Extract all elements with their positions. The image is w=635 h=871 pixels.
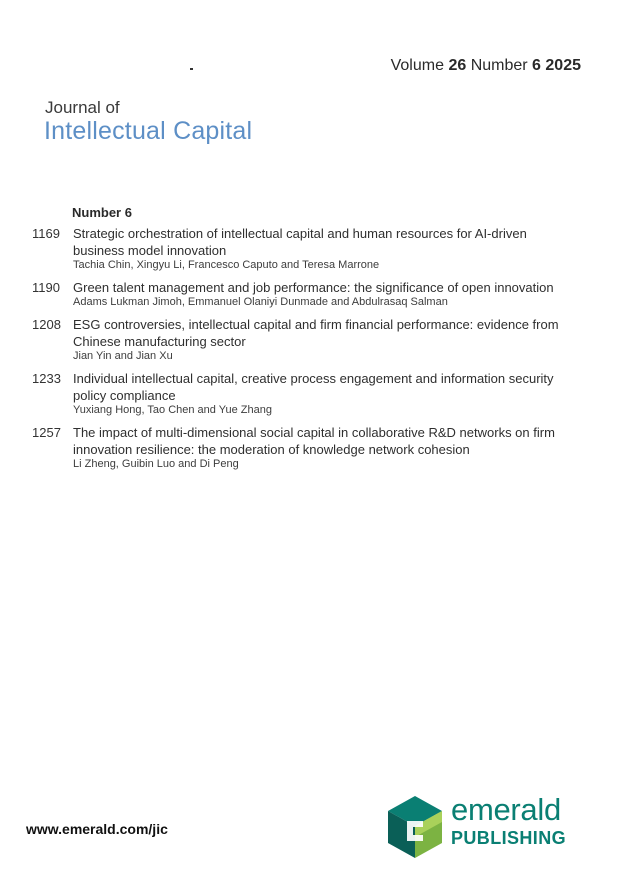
toc-page-number: 1208	[32, 317, 61, 332]
article-authors: Li Zheng, Guibin Luo and Di Peng	[73, 458, 239, 470]
article-authors: Tachia Chin, Xingyu Li, Francesco Caputo and Teresa Marrone	[73, 259, 380, 271]
table-of-contents	[0, 225, 635, 478]
article-title[interactable]: ESG controversies, intellectual capital and firm financial performance: evidence from Chinese manufacturing sector	[73, 317, 559, 349]
issue-year: 2025	[545, 57, 581, 74]
article-authors: Jian Yin and Jian Xu	[73, 350, 173, 362]
journal-title: Intellectual Capital	[44, 117, 253, 145]
volume-number: 26	[448, 57, 467, 74]
article-authors: Yuxiang Hong, Tao Chen and Yue Zhang	[73, 404, 272, 416]
article-authors: Adams Lukman Jimoh, Emmanuel Olaniyi Dunmade and Abdulrasaq Salman	[73, 296, 448, 308]
journal-title-prefix: Journal of	[45, 98, 120, 117]
journal-website-link[interactable]: www.emerald.com/jic	[26, 821, 168, 837]
toc-entry[interactable]	[0, 225, 635, 272]
article-title[interactable]: Green talent management and job performance: the significance of open innovation	[73, 280, 554, 295]
publisher-subtitle: PUBLISHING	[451, 828, 567, 848]
volume-label: Volume	[390, 57, 444, 74]
contents-heading: Number 6	[72, 205, 132, 220]
toc-entry[interactable]	[0, 424, 635, 471]
toc-page-number: 1257	[32, 425, 61, 440]
emerald-logo-icon	[385, 794, 445, 860]
number-label: Number	[470, 57, 528, 74]
article-title[interactable]: Individual intellectual capital, creative process engagement and information security policy compliance	[73, 371, 554, 403]
toc-page-number: 1233	[32, 371, 61, 386]
publisher-name: emerald	[451, 792, 561, 827]
publisher-logo	[385, 794, 595, 864]
article-title[interactable]: Strategic orchestration of intellectual capital and human resources for AI-driven business model innovation	[73, 226, 527, 258]
toc-page-number: 1169	[32, 226, 60, 241]
toc-page-number: 1190	[32, 280, 60, 295]
volume-issue-line	[391, 57, 581, 75]
toc-entry[interactable]	[0, 316, 635, 363]
toc-entry[interactable]	[0, 370, 635, 417]
article-title[interactable]: The impact of multi-dimensional social capital in collaborative R&D networks on firm innovation resilience: the moderation of knowledge network cohesion	[73, 425, 555, 457]
toc-entry[interactable]	[0, 279, 635, 309]
issue-number: 6	[532, 57, 541, 74]
stray-ink-mark	[190, 68, 193, 70]
